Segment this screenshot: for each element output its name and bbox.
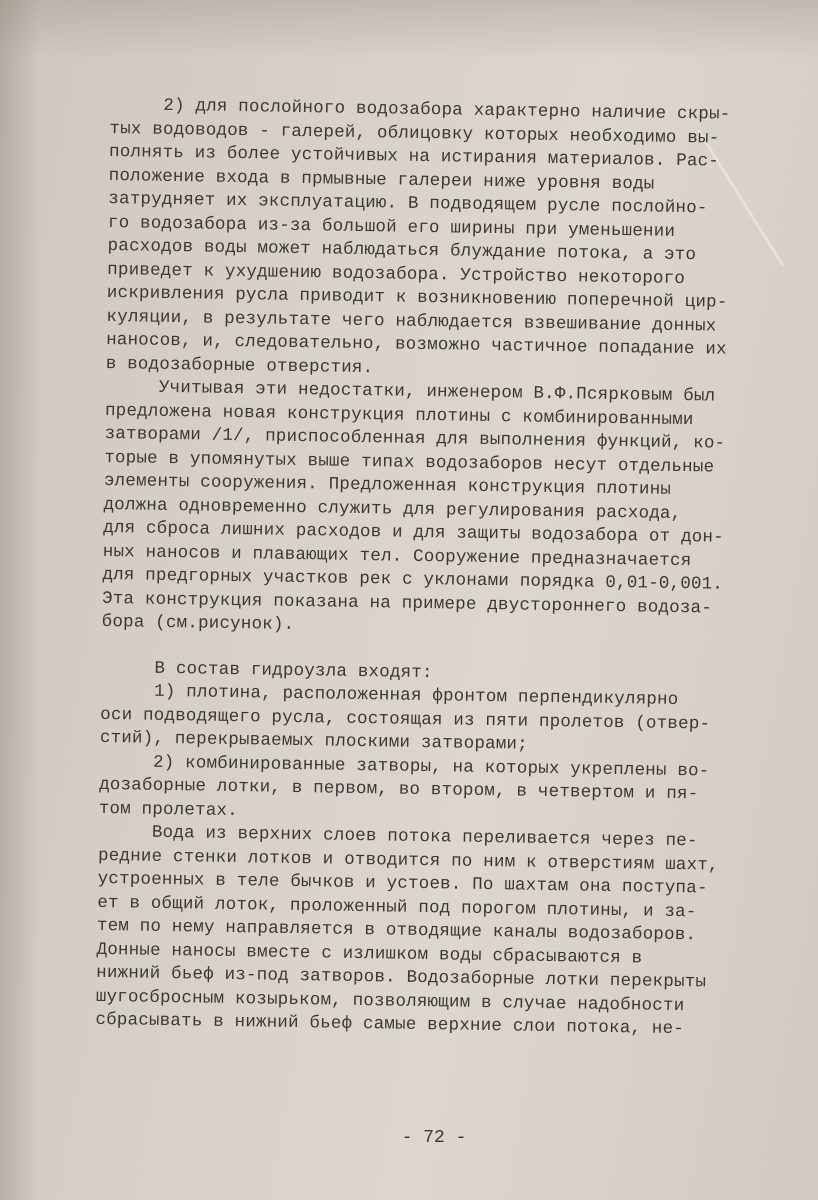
text-line: положение входа в прмывные галереи ниже уровня воды bbox=[108, 165, 655, 195]
text-line: для предгорных участков рек с уклонами порядка 0,01-0,001. bbox=[102, 564, 724, 595]
text-line: элементы сооружения. Предложенная конструкция плотины bbox=[103, 470, 672, 500]
text-line: для сброса лишних расходов и для защиты водозабора от дон- bbox=[103, 517, 724, 548]
text-line: тем по нему направляется в отводящие каналы водозаборов. bbox=[96, 915, 697, 946]
text-line: предложена новая конструкция плотины с комбинированными bbox=[104, 400, 694, 430]
text-line: бора (см.рисунок). bbox=[101, 611, 295, 635]
text-line: приведет к ухудшению водозабора. Устройство некоторого bbox=[107, 259, 686, 289]
text-line: ет в общий лоток, проложенный под порогом плотины, и за- bbox=[97, 892, 697, 922]
text-line: 2) комбинированные затворы, на которых укреплены во- bbox=[99, 751, 710, 781]
text-line: должна одновременно служить для регулирования расхода, bbox=[103, 494, 682, 524]
text-line: нижний бьеф из-под затворов. Водозаборные лотки перекрыты bbox=[96, 962, 707, 993]
text-line: стий), перекрываемых плоскими затворами; bbox=[99, 727, 529, 755]
page-number: - 72 - bbox=[401, 1128, 467, 1148]
text-line: затрудняет их эксплуатацию. В подводящем русле послойно- bbox=[108, 188, 708, 219]
text-line: торые в упомянутых выше типах водозаборов несут отдельные bbox=[104, 447, 715, 478]
text-line: дозаборные лотки, в первом, во втором, в четвертом и пя- bbox=[98, 774, 699, 805]
text-line: том пролетах. bbox=[98, 798, 239, 821]
text-line: затворами /1/, приспособленная для выполнения функций, ко- bbox=[104, 423, 726, 454]
page-text-body bbox=[95, 94, 800, 1043]
text-line: редние стенки лотков и отводится по ним к отверстиям шахт, bbox=[97, 845, 719, 876]
text-line: шугосбросным козырьком, позволяющим в случае надобности bbox=[95, 986, 685, 1016]
text-line: тых водоводов - галерей, облицовку которых необходимо вы- bbox=[109, 118, 720, 149]
text-line: Эта конструкция показана на примере двустороннего водоза- bbox=[101, 588, 713, 619]
paragraph bbox=[95, 656, 791, 1043]
top-shadow bbox=[0, 0, 818, 60]
text-line: сбрасывать в нижний бьеф самые верхние слои потока, не- bbox=[95, 1009, 685, 1040]
text-line: В состав гидроузла входят: bbox=[100, 657, 433, 683]
paragraph bbox=[102, 376, 796, 645]
text-line: 1) плотина, расположенная фронтом перпендикулярно bbox=[100, 680, 679, 711]
paragraph bbox=[106, 94, 800, 387]
text-line: Донные наносы вместе с излишком воды сбрасываются в bbox=[96, 939, 643, 968]
text-line: расходов воды может наблюдаться блуждание потока, а это bbox=[107, 235, 697, 266]
text-line: полнять из более устойчивых на истирания материалов. Рас- bbox=[108, 141, 720, 172]
text-line: ных наносов и плавающих тел. Сооружение предназначается bbox=[102, 541, 692, 571]
text-line: куляции, в результате чего наблюдается взвешивание донных bbox=[106, 306, 717, 337]
text-line: Вода из верхних слоев потока переливается через пе- bbox=[98, 821, 698, 852]
text-line: в водозаборные отверстия. bbox=[105, 353, 374, 378]
text-line: искривления русла приводит к возникновению поперечной цир- bbox=[106, 282, 728, 313]
text-line: Учитывая эти недостатки, инженером В.Ф.Псярковым был bbox=[105, 376, 716, 407]
left-shadow bbox=[0, 0, 40, 1200]
text-line: го водозабора из-за большой его ширины при уменьшении bbox=[107, 212, 676, 242]
text-line: наносов, и, следовательно, возможно частичное попадание их bbox=[105, 329, 727, 360]
text-line: оси подводящего русла, состоящая из пяти пролетов (отвер- bbox=[100, 704, 711, 735]
text-line: 2) для послойного водозабора характерно наличие скры- bbox=[109, 94, 731, 125]
text-line: устроенных в теле бычков и устоев. По шахтам она поступа- bbox=[97, 868, 708, 899]
